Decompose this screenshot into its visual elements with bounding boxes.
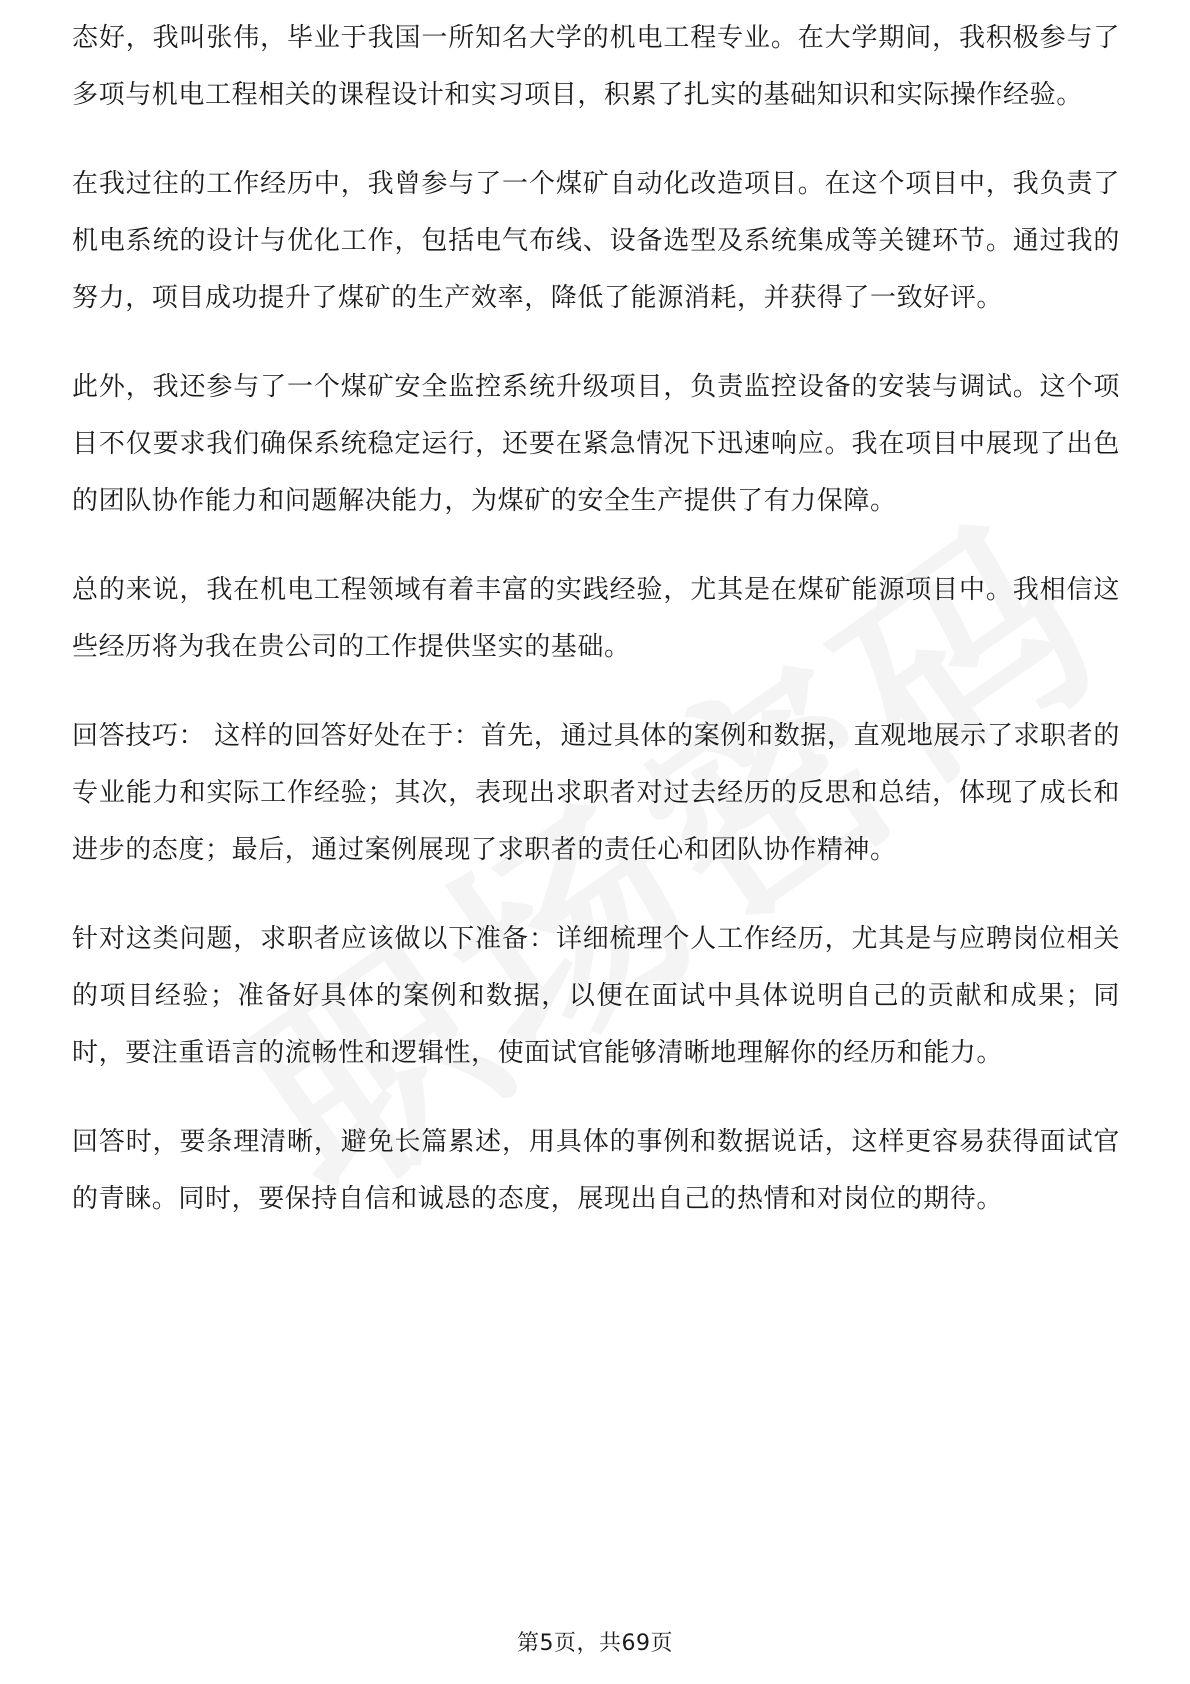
document-body (72, 20, 1120, 1260)
paragraph-safety-monitoring-project: 此外，我还参与了一个煤矿安全监控系统升级项目，负责监控设备的安装与调试。这个项目不仅要求我们确保系统稳定运行，还要在紧急情况下迅速响应。我在项目中展现了出色的团队协作能力和问题解决能力，为煤矿的安全生产提供了有力保障。 (72, 372, 1120, 516)
paragraph-answer-tips: 回答技巧： 这样的回答好处在于：首先，通过具体的案例和数据，直观地展示了求职者的专业能力和实际工作经验；其次，表现出求职者对过去经历的反思和总结，体现了成长和进步的态度；最后，通过案例展现了求职者的责任心和团队协作精神。 (72, 721, 1120, 865)
paragraph-coal-automation-project: 在我过往的工作经历中，我曾参与了一个煤矿自动化改造项目。在这个项目中，我负责了机电系统的设计与优化工作，包括电气布线、设备选型及系统集成等关键环节。通过我的努力，项目成功提升了煤矿的生产效率，降低了能源消耗，并获得了一致好评。 (72, 169, 1120, 313)
paragraph-preparation: 针对这类问题，求职者应该做以下准备：详细梳理个人工作经历，尤其是与应聘岗位相关的项目经验；准备好具体的案例和数据，以便在面试中具体说明自己的贡献和成果；同时，要注重语言的流畅性和逻辑性，使面试官能够清晰地理解你的经历和能力。 (72, 924, 1120, 1068)
paragraph-intro: 态好，我叫张伟，毕业于我国一所知名大学的机电工程专业。在大学期间，我积极参与了多项与机电工程相关的课程设计和实习项目，积累了扎实的基础知识和实际操作经验。 (72, 23, 1120, 110)
paragraph-answer-advice: 回答时，要条理清晰，避免长篇累述，用具体的事例和数据说话，这样更容易获得面试官的青睐。同时，要保持自信和诚恳的态度，展现出自己的热情和对岗位的期待。 (72, 1127, 1120, 1214)
page-number: 第5页，共69页 (517, 1631, 673, 1656)
paragraph-summary: 总的来说，我在机电工程领域有着丰富的实践经验，尤其是在煤矿能源项目中。我相信这些经历将为我在贵公司的工作提供坚实的基础。 (72, 575, 1120, 662)
